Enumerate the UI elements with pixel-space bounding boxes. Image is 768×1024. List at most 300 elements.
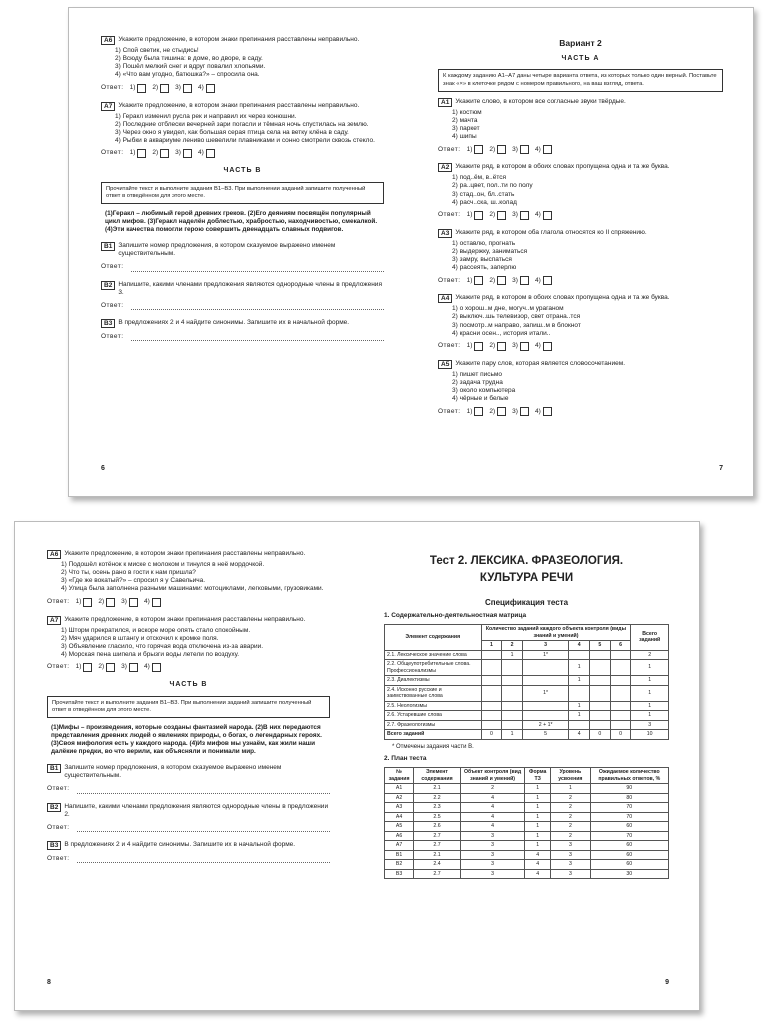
question-text: Укажите предложение, в котором знаки препинания расставлены неправильно.	[64, 550, 306, 557]
answer-checkbox[interactable]	[160, 149, 169, 158]
table-cell: 70	[590, 812, 668, 822]
question-header	[438, 98, 723, 107]
table-row	[385, 784, 669, 794]
question-number: А7	[47, 616, 61, 625]
table-cell: 2	[551, 831, 590, 841]
answer-option-number: 3)	[175, 83, 181, 91]
column-header: 4	[569, 641, 590, 651]
page-number: 8	[47, 979, 51, 987]
answer-checkbox[interactable]	[497, 145, 506, 154]
table-row	[385, 793, 669, 803]
answer-checkbox[interactable]	[474, 211, 483, 220]
question-text: В предложениях 2 и 4 найдите синонимы. Запишите их в начальной форме.	[64, 840, 296, 848]
table-cell: А7	[385, 841, 414, 851]
table-cell: 1	[631, 701, 669, 711]
answer-label: Ответ:	[101, 263, 124, 271]
answer-option-number: 4)	[534, 276, 541, 284]
answer-line-row	[47, 855, 330, 863]
answer-option-number: 2)	[489, 211, 496, 219]
answer-option-number: 1)	[129, 149, 136, 157]
table-cell: А1	[385, 784, 414, 794]
answer-checkbox[interactable]	[497, 407, 506, 416]
answer-label: Ответ:	[47, 597, 70, 605]
answer-line[interactable]	[77, 856, 330, 863]
answer-label: Ответ:	[47, 823, 70, 831]
reading-text: (1)Геракл – любимый герой древних греков. (2)Его деяниям посвящён популярный цикл мифов. (3)Геракл наделён доблестью, храбростью, находчивостью, смекалкой. (4)Эти качества помогли герою совершить двенадцать славных подвигов.	[105, 210, 378, 234]
table-row	[385, 860, 669, 870]
answer-option: 1) пишет письмо	[452, 370, 503, 378]
answer-checkbox[interactable]	[543, 276, 552, 285]
answer-checkbox[interactable]	[83, 598, 92, 607]
answer-option: 2) Мяч ударился в штангу и отскочил к кромке поля.	[61, 634, 219, 642]
table-cell	[569, 720, 590, 730]
column-header: Всего заданий	[631, 625, 669, 651]
answer-checkbox[interactable]	[152, 663, 161, 672]
answer-line-row	[101, 333, 384, 341]
column-header: 5	[590, 641, 611, 651]
answer-row	[101, 84, 384, 93]
table-cell: 3	[460, 869, 524, 879]
table-cell	[522, 711, 568, 721]
question-number: А6	[47, 550, 61, 559]
table-cell	[569, 685, 590, 701]
test-title-line1: Тест 2. ЛЕКСИКА. ФРАЗЕОЛОГИЯ.	[429, 555, 624, 567]
answer-option-number: 4)	[143, 597, 150, 605]
table-cell	[569, 650, 590, 660]
answer-option: 2) выдержку, заниматься	[452, 247, 528, 255]
answer-checkbox[interactable]	[497, 211, 506, 220]
table-cell: 2	[551, 822, 590, 832]
answer-label: Ответ:	[101, 301, 124, 309]
page-number: 9	[665, 979, 669, 987]
answer-checkbox[interactable]	[543, 211, 552, 220]
answer-option-number: 1)	[466, 145, 473, 153]
answer-option-number: 3)	[121, 597, 127, 605]
question-В1	[47, 764, 330, 793]
answer-option: 1) Спой светик, не стыдись!	[115, 47, 199, 54]
answer-option: 3) Пошёл мелкий снег и вдруг повалил хлопьями.	[115, 63, 266, 71]
table-cell: 70	[590, 803, 668, 813]
answer-label: Ответ:	[438, 276, 461, 284]
table-cell: 60	[590, 822, 668, 832]
table-cell	[590, 711, 611, 721]
answer-option: 4) красни осен.., история итали..	[452, 329, 551, 337]
answer-checkbox[interactable]	[137, 149, 146, 158]
answer-option-number: 3)	[175, 149, 181, 157]
question-header	[47, 841, 330, 850]
answer-option-number: 1)	[466, 342, 473, 350]
answer-checkbox[interactable]	[474, 342, 483, 351]
table-cell: Всего заданий	[385, 730, 482, 740]
table-cell: 3	[551, 850, 590, 860]
answer-option: 1) Шторм прекратился, и вскоре море опять стало спокойным.	[61, 626, 251, 634]
table-cell: 3	[460, 850, 524, 860]
answer-option: 2) Последние отблески вечерней зари погасли и тёмная ночь спустилась на землю.	[115, 120, 369, 128]
table-cell: 1	[502, 650, 523, 660]
answer-line[interactable]	[131, 334, 384, 341]
table-cell: 2.5	[414, 812, 461, 822]
table-cell	[610, 660, 631, 676]
answer-checkbox[interactable]	[474, 145, 483, 154]
answer-option: 3) замру, выспаться	[452, 256, 512, 264]
table-cell: 2	[551, 803, 590, 813]
question-number: А4	[438, 294, 452, 303]
column-header: № задания	[385, 768, 414, 784]
answer-checkbox[interactable]	[129, 663, 138, 672]
answer-option: 1) костюм	[452, 108, 482, 116]
answer-option: 3) стад..он, бл..стать	[452, 190, 515, 198]
content-matrix-table	[384, 624, 669, 740]
table-cell	[502, 676, 523, 686]
answer-checkbox[interactable]	[160, 84, 169, 93]
question-text: Укажите предложение, в котором знаки препинания расставлены неправильно.	[118, 101, 360, 109]
answer-options	[452, 109, 723, 142]
answer-row	[438, 342, 723, 351]
table-cell: 1	[525, 841, 551, 851]
answer-option-number: 2)	[489, 342, 496, 350]
table-cell: А4	[385, 812, 414, 822]
answer-checkbox[interactable]	[106, 663, 115, 672]
table-cell: 0	[481, 730, 502, 740]
table-row	[385, 850, 669, 860]
answer-checkbox[interactable]	[543, 407, 552, 416]
question-header	[101, 319, 384, 328]
question-number: А7	[101, 102, 115, 111]
table-cell	[502, 660, 523, 676]
question-text: Укажите предложение, в котором знаки препинания расставлены неправильно.	[118, 36, 360, 43]
answer-line[interactable]	[131, 265, 384, 272]
question-В1	[101, 242, 384, 271]
question-header	[47, 764, 330, 780]
answer-line[interactable]	[77, 787, 330, 794]
question-number: А3	[438, 229, 452, 238]
answer-option-number: 4)	[534, 342, 541, 350]
answer-options	[61, 561, 330, 594]
answer-checkbox[interactable]	[520, 211, 529, 220]
table-cell	[610, 685, 631, 701]
table-cell: 0	[590, 730, 611, 740]
table-cell: 60	[590, 860, 668, 870]
table-cell	[522, 660, 568, 676]
answer-label: Ответ:	[101, 332, 124, 340]
question-А6	[47, 550, 330, 607]
question-text: Укажите пару слов, которая является словосочетанием.	[455, 359, 625, 367]
table-cell: 2.7	[414, 869, 461, 879]
answer-option-number: 2)	[152, 83, 159, 91]
table-cell: 2.6. Устаревшие слова	[385, 711, 482, 721]
table-header-row	[385, 768, 669, 784]
answer-option: 4) рассеять, заперлю	[452, 264, 517, 272]
answer-option: 2) Всюду была тишина: в доме, во дворе, в саду.	[115, 55, 263, 63]
answer-checkbox[interactable]	[474, 276, 483, 285]
answer-option: 3) около компьютера	[452, 387, 516, 395]
table-cell: 2	[551, 793, 590, 803]
table-cell	[502, 720, 523, 730]
instruction-box: Прочитайте текст и выполните задания В1–В3. При выполнении заданий запишите полученный ответ в отведённом для этого месте.	[47, 696, 330, 718]
answer-option-number: 2)	[489, 145, 496, 153]
answer-label: Ответ:	[47, 663, 70, 671]
table-cell: 1	[525, 831, 551, 841]
table-cell: 2	[551, 812, 590, 822]
answer-checkbox[interactable]	[129, 598, 138, 607]
question-А1	[438, 98, 723, 155]
table-cell: А2	[385, 793, 414, 803]
answer-checkbox[interactable]	[183, 149, 192, 158]
table-cell	[610, 650, 631, 660]
table-cell: 2.7	[414, 841, 461, 851]
page-6	[69, 8, 412, 496]
footnote: * Отмечены задания части В.	[392, 743, 474, 750]
answer-option-number: 3)	[512, 407, 518, 415]
answer-row	[438, 276, 723, 285]
answer-checkbox[interactable]	[474, 407, 483, 416]
answer-option: 4) чёрные и белые	[452, 395, 509, 403]
answer-option-number: 1)	[466, 211, 473, 219]
question-number: А5	[438, 360, 452, 369]
answer-checkbox[interactable]	[152, 598, 161, 607]
page-6-content	[101, 36, 384, 350]
question-header	[438, 163, 723, 172]
answer-option: 4) шипы	[452, 133, 477, 141]
answer-option-number: 3)	[512, 342, 518, 350]
answer-options	[115, 113, 384, 146]
table-cell: 2	[460, 784, 524, 794]
test-title-line2: КУЛЬТУРА РЕЧИ	[479, 571, 574, 584]
question-number: В1	[101, 242, 115, 251]
table-cell: 10	[631, 730, 669, 740]
answer-options	[115, 47, 384, 80]
table-cell	[481, 720, 502, 730]
question-text: Запишите номер предложения, в котором сказуемое выражено именем существительным.	[64, 764, 282, 780]
answer-line-row	[47, 785, 330, 793]
answer-option-number: 1)	[466, 407, 473, 415]
question-text: Напишите, какими членами предложения являются однородные члены в предложении 2.	[64, 802, 329, 818]
table-cell: 3	[631, 720, 669, 730]
column-header: Форма ТЗ	[525, 768, 551, 784]
table-cell	[590, 701, 611, 711]
answer-checkbox[interactable]	[183, 84, 192, 93]
page-8	[15, 522, 358, 1010]
answer-line[interactable]	[77, 825, 330, 832]
answer-option: 4) «Что вам угодно, батюшка?» – спросила она.	[115, 71, 260, 79]
column-header: Уровень усвоения	[551, 768, 590, 784]
answer-checkbox[interactable]	[543, 145, 552, 154]
table-cell	[590, 660, 611, 676]
question-А5	[438, 360, 723, 417]
table-cell	[481, 701, 502, 711]
page-9-content	[384, 552, 669, 879]
specification-title: Спецификация теста	[484, 597, 569, 607]
answer-checkbox[interactable]	[106, 598, 115, 607]
question-А6	[101, 36, 384, 93]
question-number: В3	[101, 319, 115, 328]
question-header	[101, 36, 384, 45]
table-cell	[610, 676, 631, 686]
answer-option: 3) Объявление гласило, что горячая вода отключена из-за аварии.	[61, 642, 264, 650]
question-text: Укажите ряд, в котором оба глагола относятся ко II спряжению.	[455, 228, 647, 236]
answer-option-number: 3)	[512, 276, 518, 284]
answer-option: 3) паркет	[452, 125, 480, 133]
answer-options	[452, 174, 723, 207]
table-cell: 1	[631, 676, 669, 686]
question-header	[101, 102, 384, 111]
answer-row	[438, 145, 723, 154]
answer-option-number: 4)	[197, 83, 204, 91]
answer-option: 2) мачта	[452, 116, 478, 124]
answer-line-row	[101, 302, 384, 310]
table-cell	[481, 650, 502, 660]
answer-option: 1) Геракл изменил русла рек и направил их через конюшни.	[115, 112, 297, 120]
table-cell	[590, 720, 611, 730]
answer-checkbox[interactable]	[83, 663, 92, 672]
reading-text: (1)Мифы – произведения, которые созданы фантазией народа. (2)В них передаются представления древних людей о явлениях природы, о богах, о легендарных героях. (3)Своя мифология есть у каждого народа. (4)Из мифов мы узнаём, как жили наши далёкие предки, во что верили, как объясняли и понимали мир.	[51, 724, 322, 756]
answer-option-number: 2)	[152, 149, 159, 157]
answer-option: 4) Морская пена шипела и брызги воды летели по воздуху.	[61, 650, 240, 658]
variant-title: Вариант 2	[559, 38, 602, 48]
answer-option: 2) выключ..шь телевизор, свет отрана..тся	[452, 313, 581, 321]
answer-option-number: 2)	[489, 407, 496, 415]
table-cell: 2.2. Общеупотребительные слова. Профессионализмы	[385, 660, 482, 676]
answer-label: Ответ:	[47, 854, 70, 862]
question-В2	[47, 803, 330, 832]
table-cell: 4	[460, 793, 524, 803]
table-cell: 1	[551, 784, 590, 794]
answer-options	[61, 627, 330, 660]
question-text: Укажите слово, в котором все согласные звуки твёрдые.	[455, 97, 626, 105]
answer-line[interactable]	[131, 303, 384, 310]
answer-option: 2) ра..цвет, пол..ти по полу	[452, 182, 533, 190]
question-header	[47, 550, 330, 559]
table-row	[385, 720, 669, 730]
table-cell: 2.1	[414, 850, 461, 860]
question-header	[47, 616, 330, 625]
answer-option-number: 2)	[98, 663, 105, 671]
table-cell: 1	[525, 822, 551, 832]
part-b-title: ЧАСТЬ В	[223, 167, 262, 174]
answer-option-number: 4)	[534, 211, 541, 219]
page-8-content	[47, 550, 330, 872]
table-cell: 60	[590, 850, 668, 860]
table-cell	[502, 685, 523, 701]
answer-row	[47, 598, 330, 607]
table-cell: 2.4	[414, 860, 461, 870]
answer-option-number: 1)	[466, 276, 473, 284]
answer-checkbox[interactable]	[520, 342, 529, 351]
question-header	[438, 229, 723, 238]
top-sheet	[68, 7, 754, 497]
column-header: Ожидаемое количество правильных ответов, %	[590, 768, 668, 784]
table-cell: 1	[569, 676, 590, 686]
question-text: Напишите, какими членами предложения являются однородные члены в предложения 3.	[118, 280, 382, 296]
table-cell: 2.6	[414, 822, 461, 832]
answer-option-number: 2)	[489, 276, 496, 284]
table-cell: 4	[460, 812, 524, 822]
table-cell: 2.1. Лексическое значение слова	[385, 650, 482, 660]
answer-checkbox[interactable]	[543, 342, 552, 351]
column-header: Элемент содержания	[414, 768, 461, 784]
answer-checkbox[interactable]	[137, 84, 146, 93]
answer-options	[452, 371, 723, 404]
table-cell: 4	[460, 822, 524, 832]
table-row	[385, 812, 669, 822]
answer-checkbox[interactable]	[497, 342, 506, 351]
table-row	[385, 730, 669, 740]
answer-option: 2) Что ты, осень рано в гости к нам пришла?	[61, 569, 196, 577]
table-cell: 1	[569, 660, 590, 676]
table-cell: 1	[631, 711, 669, 721]
table-row	[385, 711, 669, 721]
table-cell: 3	[460, 831, 524, 841]
table-row	[385, 685, 669, 701]
answer-label: Ответ:	[438, 211, 461, 219]
table-cell: 90	[590, 784, 668, 794]
question-В3	[101, 319, 384, 341]
answer-option-number: 4)	[534, 145, 541, 153]
answer-label: Ответ:	[438, 145, 461, 153]
answer-option-number: 1)	[75, 597, 82, 605]
question-А7	[47, 616, 330, 673]
column-header: 2	[502, 641, 523, 651]
answer-checkbox[interactable]	[520, 145, 529, 154]
answer-option-number: 1)	[75, 663, 82, 671]
table-header-row	[385, 625, 669, 641]
table-row	[385, 701, 669, 711]
question-text: Укажите ряд, в котором в обоих словах пропущена одна и та же буква.	[455, 163, 670, 171]
table-cell: А3	[385, 803, 414, 813]
table-cell: 2.5. Неологизмы	[385, 701, 482, 711]
page-number: 6	[101, 465, 105, 473]
answer-checkbox[interactable]	[206, 149, 215, 158]
table-cell: 5	[522, 730, 568, 740]
table-cell: 1	[502, 730, 523, 740]
question-header	[438, 294, 723, 303]
answer-option: 4) Улица была заполнена разными машинами: мотоциклами, легковыми, грузовиками.	[61, 585, 324, 593]
question-header	[101, 281, 384, 297]
page-9	[358, 522, 700, 1010]
answer-checkbox[interactable]	[520, 407, 529, 416]
question-В3	[47, 841, 330, 863]
answer-option: 4) Рыбки в аквариуме лениво шевелили плавниками и сонно смотрели сквозь стекло.	[115, 136, 375, 144]
table-cell: А6	[385, 831, 414, 841]
answer-line-row	[47, 824, 330, 832]
table-cell	[590, 685, 611, 701]
answer-checkbox[interactable]	[497, 276, 506, 285]
answer-checkbox[interactable]	[520, 276, 529, 285]
table-cell: 70	[590, 831, 668, 841]
table-cell: 2 + 1*	[522, 720, 568, 730]
question-number: А1	[438, 98, 452, 107]
question-header	[438, 360, 723, 369]
question-number: В2	[101, 281, 115, 290]
table-row	[385, 831, 669, 841]
question-header	[47, 803, 330, 819]
page-7	[412, 8, 754, 496]
answer-label: Ответ:	[101, 149, 124, 157]
table-row	[385, 822, 669, 832]
answer-option-number: 2)	[98, 597, 105, 605]
table-row	[385, 841, 669, 851]
answer-option: 1) оставлю, прогнать	[452, 239, 516, 247]
table-cell: 1	[569, 701, 590, 711]
answer-row	[101, 149, 384, 158]
answer-checkbox[interactable]	[206, 84, 215, 93]
instruction-box: Прочитайте текст и выполните задания В1–В3. При выполнении заданий запишите полученный ответ в отведённом для этого месте.	[101, 182, 384, 204]
table-cell: 60	[590, 841, 668, 851]
answer-option-number: 3)	[512, 211, 518, 219]
table-cell: 2	[631, 650, 669, 660]
answer-options	[452, 240, 723, 273]
bottom-sheet	[14, 521, 700, 1011]
